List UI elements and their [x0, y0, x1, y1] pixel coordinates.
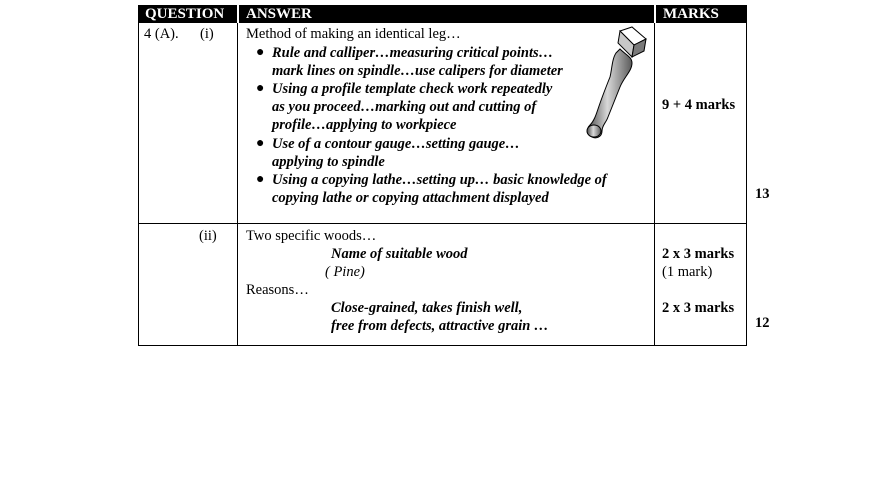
bullet-marker: ● [256, 81, 265, 96]
header-answer: ANSWER [239, 5, 654, 23]
answer-intro-i: Method of making an identical leg… [246, 26, 461, 42]
header-question: QUESTION [138, 5, 237, 23]
grid-line [237, 23, 238, 346]
bullet-marker: ● [256, 45, 265, 60]
bullet-line: applying to spindle [272, 154, 385, 170]
sub-question-i: (i) [200, 26, 214, 42]
marks-example: (1 mark) [662, 264, 713, 280]
bullet-marker: ● [256, 172, 265, 187]
grid-line [138, 23, 139, 346]
answer-intro-ii: Two specific woods… [246, 228, 377, 244]
wood-line: Name of suitable wood [331, 246, 468, 262]
bullet-line: Rule and calliper…measuring critical points… [272, 45, 554, 61]
sub-question-ii: (ii) [199, 228, 217, 244]
wood-example: ( Pine) [325, 264, 365, 280]
bullet-line: copying lathe or copying attachment displayed [272, 190, 549, 206]
reasons-label: Reasons… [246, 282, 309, 298]
bullet-line: profile…applying to workpiece [272, 117, 457, 133]
total-ii: 12 [755, 315, 770, 331]
grid-line [654, 23, 655, 346]
bullet-line: Using a profile template check work repeatedly [272, 81, 553, 97]
marks-i: 9 + 4 marks [662, 97, 736, 113]
marking-scheme-table [138, 5, 747, 346]
bullet-line: Use of a contour gauge…setting gauge… [272, 136, 520, 152]
header-marks: MARKS [656, 5, 747, 23]
bullet-marker: ● [256, 136, 265, 151]
reason-line: free from defects, attractive grain … [331, 318, 549, 334]
table-bottom-line [138, 345, 747, 346]
row-divider [138, 223, 747, 224]
table-leg-icon [582, 25, 652, 145]
bullet-line: mark lines on spindle…use calipers for diameter [272, 63, 563, 79]
question-number: 4 (A). [144, 26, 179, 42]
bullet-line: as you proceed…marking out and cutting of [272, 99, 537, 115]
marks-reasons: 2 x 3 marks [662, 300, 735, 316]
marks-wood: 2 x 3 marks [662, 246, 735, 262]
reason-line: Close-grained, takes finish well, [331, 300, 523, 316]
total-i: 13 [755, 186, 770, 202]
bullet-line: Using a copying lathe…setting up… basic knowledge of [272, 172, 607, 188]
grid-line [746, 23, 747, 346]
